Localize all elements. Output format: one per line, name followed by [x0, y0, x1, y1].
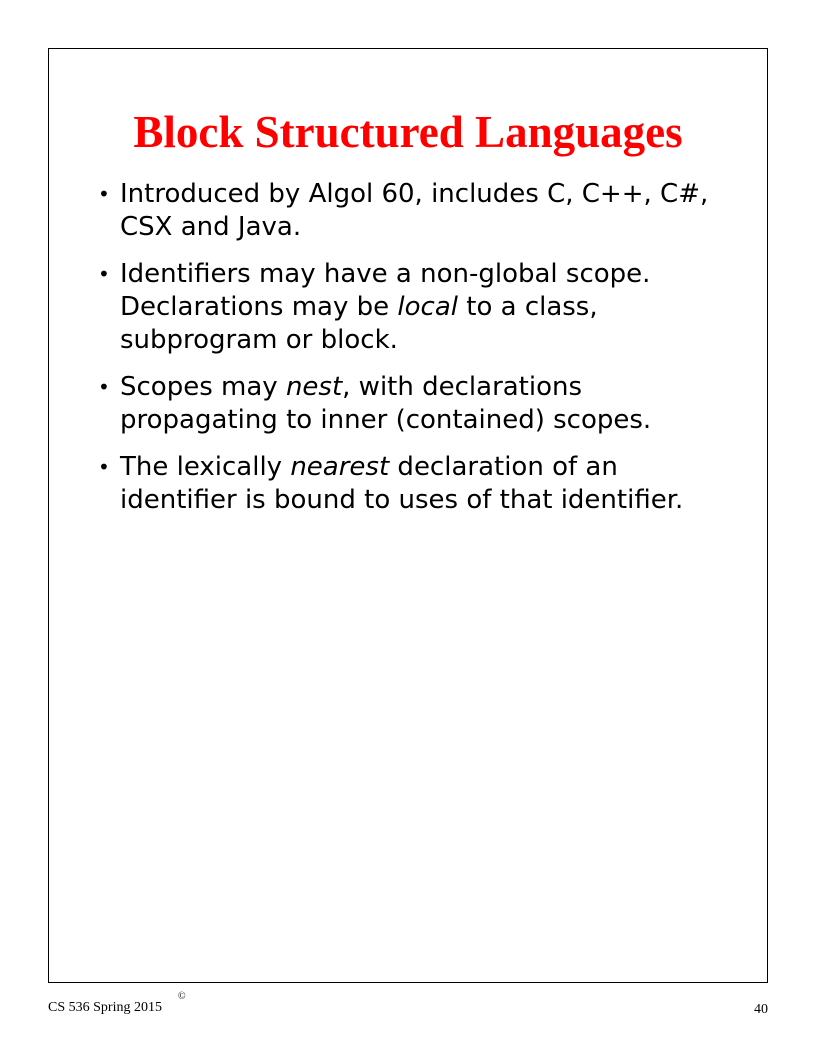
- bullet-item: [96, 258, 736, 357]
- bullet-text-segment: declaration of an identifier is bound to uses of that identifier.: [120, 452, 684, 515]
- bullet-list: [96, 178, 736, 531]
- slide-title: Block Structured Languages: [133, 107, 683, 157]
- bullet-emphasis: nest: [285, 372, 343, 402]
- bullet-emphasis: local: [397, 292, 458, 322]
- bullet-text: [120, 259, 650, 355]
- bullet-dot-icon: •: [98, 262, 110, 286]
- bullet-text-segment: The lexically: [120, 452, 291, 482]
- bullet-text-segment: to a class, subprogram or block.: [120, 292, 598, 355]
- bullet-text: [120, 179, 708, 242]
- bullet-text-segment: Introduced by Algol 60, includes C, C++, C#, CSX and Java.: [120, 179, 709, 242]
- bullet-emphasis: nearest: [290, 452, 390, 482]
- bullet-item: [96, 371, 736, 437]
- bullet-item: [96, 178, 736, 244]
- bullet-text: [120, 372, 651, 435]
- bullet-text: [120, 452, 683, 515]
- page-number: 40: [754, 1002, 768, 1017]
- bullet-item: [96, 451, 736, 517]
- bullet-text-segment: Identifiers may have a non-global scope. Declarations may be: [120, 259, 651, 322]
- bullet-dot-icon: •: [98, 375, 110, 399]
- bullet-text-segment: , with declarations propagating to inner (contained) scopes.: [120, 372, 652, 435]
- bullet-text-segment: Scopes may: [120, 372, 286, 402]
- course-footer: CS 536 Spring 2015: [48, 1000, 162, 1015]
- bullet-dot-icon: •: [98, 455, 110, 479]
- copyright-icon: ©: [178, 991, 186, 1002]
- bullet-dot-icon: •: [98, 182, 110, 206]
